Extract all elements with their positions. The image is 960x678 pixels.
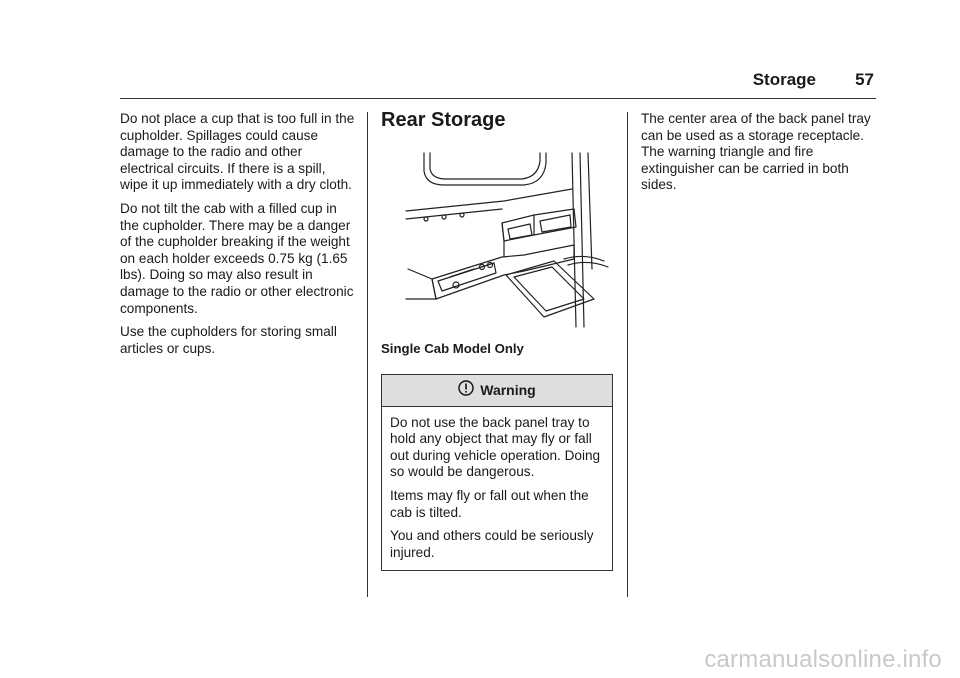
figure-caption: Single Cab Model Only [381,341,524,356]
paragraph: Do not place a cup that is too full in the cupholder. Spillages could cause damage to the radio and other electrical circuits. If there is a spill, wipe it up immediately with a dry cloth. [120,111,355,193]
warning-header [382,375,612,407]
paragraph: Use the cupholders for storing small articles or cups. [120,324,337,356]
warning-paragraph: Items may fly or fall out when the cab is tilted. [390,487,589,520]
rear-storage-heading: Rear Storage [381,109,506,131]
header-rule [120,98,876,99]
page-header [0,70,874,94]
warning-paragraph: Do not use the back panel tray to hold any object that may fly or fall out during vehicle operation. Doing so would be dangerous. [390,414,601,480]
column-divider-right [627,112,628,597]
warning-body [382,407,612,571]
warning-title: Warning [480,381,536,398]
page-number: 57 [855,70,874,89]
watermark: carmanualsonline.info [704,646,942,673]
left-column [120,111,356,364]
warning-box [381,374,613,572]
paragraph: Do not tilt the cab with a filled cup in the cupholder. There may be a danger of the cupholder breaking if the weight on each holder exceeds 0.75 kg (1.65 lbs). Doing so may also result in damage to the radio or other electronic components. [120,200,354,316]
middle-column [381,108,617,571]
warning-paragraph: You and others could be seriously injured. [390,528,594,560]
rear-storage-illustration [404,149,614,339]
column-divider-left [367,112,368,597]
right-column [641,111,877,201]
paragraph: The center area of the back panel tray can be used as a storage receptacle. The warning triangle and fire extinguisher can be carried in both sides. [641,111,871,193]
warning-icon [458,380,480,400]
section-title: Storage [752,70,816,89]
